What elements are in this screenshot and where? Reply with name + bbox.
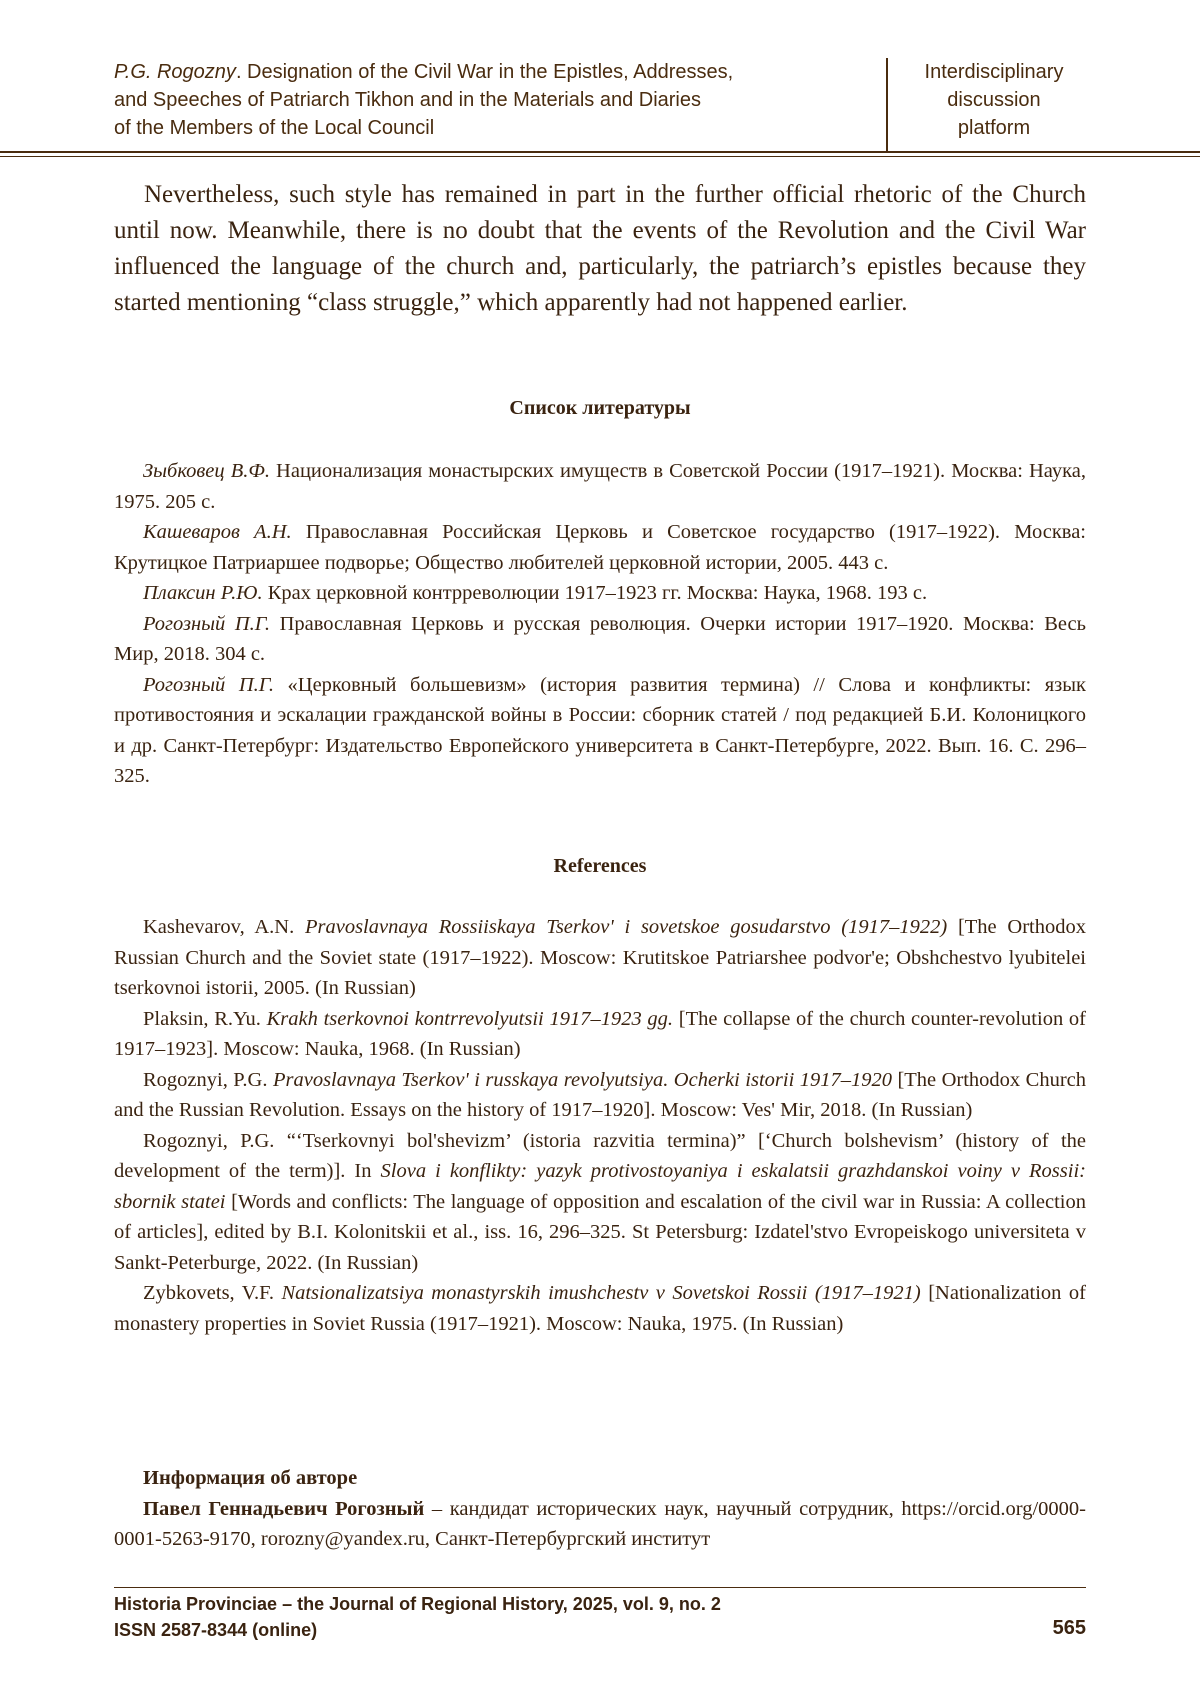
literature-item — [114, 578, 1086, 609]
reference-item — [114, 1065, 1086, 1126]
literature-item — [114, 609, 1086, 670]
reference-item — [114, 1278, 1086, 1339]
literature-author: Зыбковец В.Ф. — [143, 460, 270, 482]
header-title-line-2: and Speeches of Patriarch Tikhon and in the Materials and Diaries — [114, 89, 702, 111]
header-divider — [886, 58, 888, 153]
author-name: Павел Геннадьевич Рогозный — [143, 1497, 425, 1520]
header-section-line-2: discussion — [947, 89, 1041, 111]
literature-text: «Церковный большевизм» (история развития термина) // Слова и конфликты: язык противостояния и эскалации гражданской войны в России: сборник статей / под редакцией Б.И. Колоницкого и др. Санкт-Петербург: Издательство Европейского университета в Санкт-Петербурге, 2022. Вып. 16. С. 296–325. — [114, 673, 1086, 787]
references-list — [114, 912, 1086, 1339]
references-heading: References — [553, 855, 647, 877]
reference-author: Zybkovets, V.F. — [143, 1282, 282, 1304]
literature-author: Рогозный П.Г. — [143, 612, 271, 635]
literature-item — [114, 456, 1086, 517]
body-paragraph: Nevertheless, such style has remained in part in the further official rhetoric of the Church until now. Meanwhile, there is no doubt that the events of the Revolution and the Civil War influenced the language of the church and, particularly, the patriarch’s epistles because they started mentioning “class struggle,” which apparently had not happened earlier. — [114, 181, 1086, 316]
header-section-label — [904, 58, 1084, 142]
reference-author: Rogoznyi, P.G. “‘Tserkovnyi bol'shevizm’ (istoria razvitia termina)” [‘Church bolshevism’ (history of the development of the term)]. In — [114, 1129, 1086, 1182]
page-number: 565 — [1052, 1617, 1086, 1639]
literature-author: Кашеваров А.Н. — [143, 521, 292, 543]
reference-item — [114, 1004, 1086, 1065]
author-info-heading: Информация об авторе — [143, 1467, 358, 1489]
literature-text: Православная Российская Церковь и Советское государство (1917–1922). Москва: Крутицкое Патриаршее подворье; Общество любителей церковной истории, 2005. 443 с. — [114, 521, 1087, 574]
header-section-line-1: Interdisciplinary — [924, 61, 1064, 83]
reference-details: [The collapse of the church counter-revolution of 1917–1923]. Moscow: Nauka, 1968. (In Russian) — [114, 1007, 1086, 1060]
literature-author: Плаксин Р.Ю. — [143, 582, 263, 604]
reference-author: Kashevarov, A.N. — [143, 916, 305, 938]
header-author: P.G. Rogozny — [114, 61, 236, 83]
literature-text: Крах церковной контрреволюции 1917–1923 гг. Москва: Наука, 1968. 193 с. — [262, 582, 928, 604]
reference-details: [Words and conflicts: The language of opposition and escalation of the civil war in Russia: A collection of articles], edited by B.I. Kolonitskii et al., iss. 16, 296–325. St Petersburg: Izdatel'stvo Evropeiskogo universiteta v Sankt-Peterburge, 2022. (In Russian) — [114, 1190, 1086, 1274]
author-info-text — [114, 1494, 1086, 1555]
header-rule-thick — [0, 151, 1200, 153]
reference-author: Rogoznyi, P.G. — [143, 1068, 273, 1091]
body-text — [114, 177, 1086, 321]
author-details: – кандидат исторических наук, научный сотрудник, https://orcid.org/0000-0001-5263-9170, rorozny@yandex.ru, Санкт-Петербургский институт — [114, 1497, 1086, 1550]
running-header — [114, 58, 1086, 153]
header-title-line-3: of the Members of the Local Council — [114, 117, 435, 139]
reference-item — [114, 1126, 1086, 1279]
header-article-title — [114, 58, 884, 142]
reference-title: Natsionalizatsiya monastyrskih imushchestv v Sovetskoi Rossii (1917–1921) — [281, 1282, 921, 1304]
literature-heading: Список литературы — [509, 397, 691, 419]
footer-issn: ISSN 2587-8344 (online) — [114, 1620, 318, 1640]
literature-text: Национализация монастырских имуществ в Советской России (1917–1921). Москва: Наука, 1975. 205 с. — [114, 460, 1086, 513]
reference-details: [The Orthodox Russian Church and the Soviet state (1917–1922). Moscow: Krutitskoe Patriarshee podvor'e; Obshchestvo lyubitelei tserkovnoi istorii, 2005. (In Russian) — [114, 916, 1086, 999]
footer-rule — [114, 1587, 1086, 1588]
header-title-line-1: . Designation of the Civil War in the Epistles, Addresses, — [235, 61, 734, 83]
footer-journal: Historia Provinciae – the Journal of Regional History, 2025, vol. 9, no. 2 — [114, 1594, 721, 1614]
header-rule-thin — [0, 156, 1200, 157]
literature-author: Рогозный П.Г. — [143, 673, 275, 696]
running-footer — [114, 1591, 1086, 1643]
reference-details: [Nationalization of monastery properties in Soviet Russia (1917–1921). Moscow: Nauka, 1975. (In Russian) — [114, 1282, 1086, 1335]
reference-details: [The Orthodox Church and the Russian Revolution. Essays on the history of 1917–1920]. Moscow: Ves' Mir, 2018. (In Russian) — [114, 1068, 1086, 1121]
reference-author: Plaksin, R.Yu. — [143, 1007, 267, 1030]
reference-title: Slova i konflikty: yazyk protivostoyaniya i eskalatsii grazhdanskoi voiny v Rossii: sbornik statei — [114, 1160, 1086, 1213]
literature-item — [114, 517, 1086, 578]
reference-item — [114, 912, 1086, 1004]
literature-text: Православная Церковь и русская революция. Очерки истории 1917–1920. Москва: Весь Мир, 2018. 304 с. — [114, 612, 1086, 665]
header-section-line-3: platform — [957, 117, 1031, 139]
reference-title: Pravoslavnaya Tserkov' i russkaya revolyutsiya. Ocherki istorii 1917–1920 — [272, 1068, 892, 1091]
author-info — [114, 1463, 1086, 1555]
literature-item — [114, 670, 1086, 792]
literature-list — [114, 456, 1086, 792]
reference-title: Krakh tserkovnoi kontrrevolyutsii 1917–1923 gg. — [266, 1007, 674, 1030]
reference-title: Pravoslavnaya Rossiiskaya Tserkov' i sovetskoe gosudarstvo (1917–1922) — [304, 916, 948, 938]
